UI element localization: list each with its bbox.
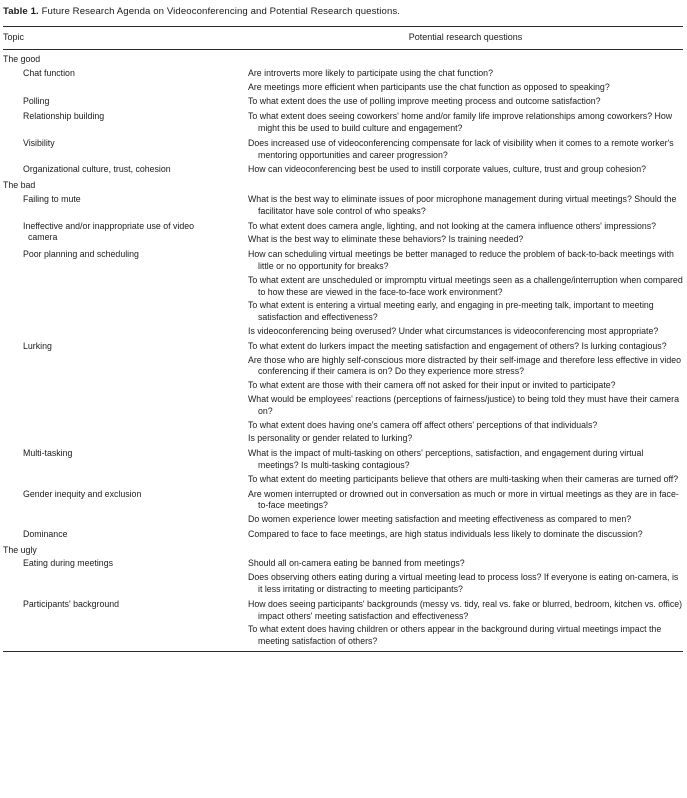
- topic-cell: Dominance: [23, 528, 68, 539]
- questions-cell: [248, 68, 683, 94]
- topic-cell: Multi-tasking: [23, 448, 73, 459]
- research-question: Is personality or gender related to lurking?: [248, 433, 413, 444]
- research-question: Is videoconferencing being overused? Under what circumstances is videoconferencing most appropriate?: [248, 325, 659, 336]
- table-row: [3, 111, 683, 135]
- table-number-label: Table 1.: [3, 6, 39, 17]
- topic-cell: Eating during meetings: [23, 558, 113, 569]
- topic-cell: Poor planning and scheduling: [23, 249, 139, 260]
- research-question: Do women experience lower meeting satisfaction and meeting effectiveness as compared to men?: [248, 514, 632, 525]
- research-question: To what extent does having one's camera off affect others' perceptions of that individuals?: [248, 419, 598, 430]
- research-question: To what extent do lurkers impact the meeting satisfaction and engagement of others? Is lurking contagious?: [248, 340, 667, 351]
- research-question: To what extent does the use of polling improve meeting process and outcome satisfaction?: [248, 96, 601, 107]
- table-row: [3, 164, 683, 176]
- table-row: [3, 448, 683, 485]
- topic-cell: Ineffective and/or inappropriate use of video camera: [23, 220, 195, 243]
- research-question: To what extent are unscheduled or impromptu virtual meetings seen as a challenge/interruption when compared to how these are viewed in the face-to-face work environment?: [248, 274, 683, 297]
- research-question: To what extent does camera angle, lighting, and not looking at the camera influence others' impressions?: [248, 220, 657, 231]
- research-question: Should all on-camera eating be banned from meetings?: [248, 558, 465, 569]
- questions-cell: [248, 111, 683, 135]
- topic-cell: Failing to mute: [23, 193, 81, 204]
- research-question: To what extent are those with their camera off not asked for their input or invited to participate?: [248, 380, 616, 391]
- research-question: Does observing others eating during a virtual meeting lead to process loss? If everyone is eating on-camera, is it less irritating or distracting to meeting participants?: [248, 572, 679, 595]
- questions-cell: [248, 341, 683, 445]
- research-question: How can scheduling virtual meetings be better managed to reduce the problem of back-to-back meetings with little or no opportunity for breaks?: [248, 249, 674, 271]
- research-question: To what extent do meeting participants believe that others are multi-tasking when their cameras are turned off?: [248, 473, 679, 484]
- research-question: How can videoconferencing best be used to instill corporate values, culture, trust and group cohesion?: [248, 164, 647, 175]
- table-row: [3, 599, 683, 648]
- questions-cell: [248, 221, 683, 247]
- questions-cell: [248, 194, 683, 218]
- topic-cell: Polling: [23, 96, 50, 107]
- research-question: To what extent is entering a virtual meeting early, and engaging in pre-meeting talk, important to meeting satisfaction and effectiveness?: [248, 300, 654, 323]
- research-question: Are introverts more likely to participate using the chat function?: [248, 67, 493, 78]
- questions-cell: [248, 529, 683, 541]
- topic-cell: Relationship building: [23, 111, 105, 122]
- table-title: [3, 6, 683, 18]
- topic-cell: Visibility: [23, 137, 55, 148]
- questions-cell: [248, 599, 683, 648]
- topic-cell: Chat function: [23, 67, 75, 78]
- table-row: [3, 96, 683, 108]
- questions-cell: [248, 489, 683, 526]
- table-body: [3, 50, 683, 648]
- bottom-rule: [3, 651, 683, 652]
- table-row: [3, 221, 683, 247]
- table-caption: Future Research Agenda on Videoconferencing and Potential Research questions.: [41, 6, 401, 17]
- topic-cell: Gender inequity and exclusion: [23, 488, 142, 499]
- table-row: [3, 529, 683, 541]
- section-header: The good: [3, 54, 41, 64]
- table-row: [3, 68, 683, 94]
- table-row: [3, 194, 683, 218]
- questions-cell: [248, 138, 683, 162]
- research-question: Does increased use of videoconferencing compensate for lack of visibility when it comes to a remote worker's mentoring opportunities and career progression?: [248, 137, 674, 160]
- research-question: To what extent does seeing coworkers' home and/or family life improve relationships among coworkers? How might this be used to build culture and engagement?: [248, 111, 673, 133]
- research-question: What is the best way to eliminate these behaviors? Is training needed?: [248, 234, 524, 245]
- questions-cell: [248, 96, 683, 108]
- table-row: [3, 341, 683, 445]
- research-question: What is the best way to eliminate issues of poor microphone management during virtual meetings? Should the facilitator have sole control of who speaks?: [248, 193, 677, 216]
- research-question: Are those who are highly self-conscious more distracted by their self-image and therefore less effective in video conferencing if their camera is on? Do they experience more stress?: [248, 354, 682, 377]
- table-row: [3, 489, 683, 526]
- table-header-row: [3, 27, 683, 49]
- research-question: Are women interrupted or drowned out in conversation as much or more in virtual meetings as they are in face-to-face meetings?: [248, 488, 679, 511]
- research-question: Compared to face to face meetings, are high status individuals less likely to dominate the discussion?: [248, 528, 643, 539]
- table-row: [3, 249, 683, 338]
- column-header-topic: Topic: [3, 32, 25, 42]
- topic-cell: Organizational culture, trust, cohesion: [23, 164, 171, 175]
- questions-cell: [248, 448, 683, 485]
- section-header: The bad: [3, 180, 36, 191]
- topic-cell: Participants' background: [23, 598, 120, 609]
- research-question: Are meetings more efficient when participants use the chat function as opposed to speaking?: [248, 81, 610, 92]
- research-question: What would be employees' reactions (perceptions of fairness/justice) to being told they must have their camera on?: [248, 393, 679, 416]
- questions-cell: [248, 164, 683, 176]
- section-header: The ugly: [3, 544, 37, 555]
- research-question: What is the impact of multi-tasking on others' perceptions, satisfaction, and engagement during virtual meetings? Is multi-tasking contagious?: [248, 448, 644, 470]
- column-header-questions: Potential research questions: [408, 32, 523, 42]
- questions-cell: [248, 558, 683, 595]
- questions-cell: [248, 249, 683, 338]
- table-row: [3, 558, 683, 595]
- research-question: To what extent does having children or others appear in the background during virtual meetings impact the meeting satisfaction of others?: [248, 624, 662, 647]
- table-row: [3, 138, 683, 162]
- research-question: How does seeing participants' backgrounds (messy vs. tidy, real vs. fake or blurred, bedroom, kitchen vs. office) impact others' meeting satisfaction and effectiveness?: [248, 598, 683, 621]
- topic-cell: Lurking: [23, 340, 52, 351]
